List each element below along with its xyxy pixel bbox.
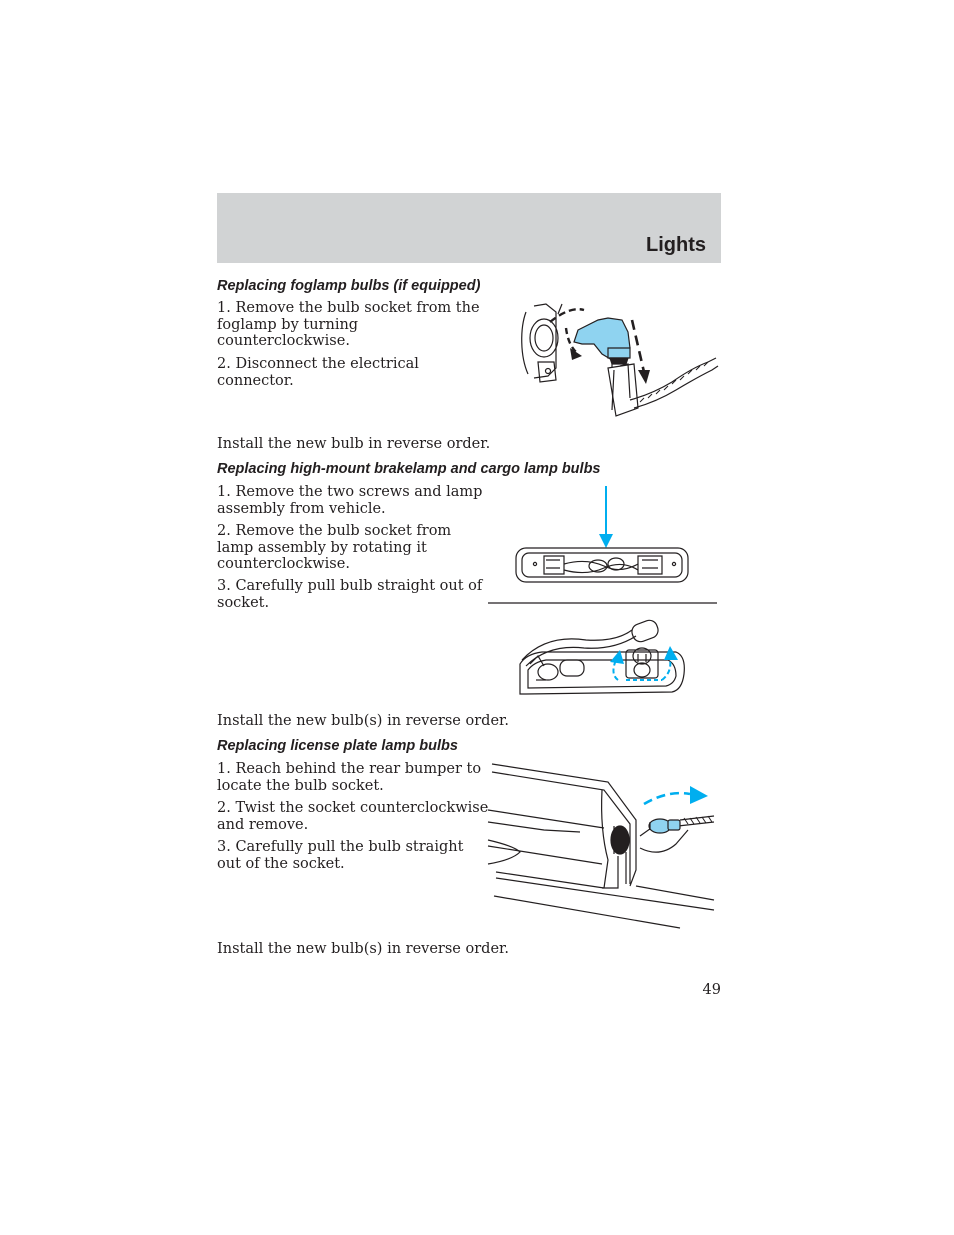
brakelamp-illustration (486, 484, 720, 700)
license-plate-lamp-illustration (484, 760, 720, 932)
brakelamp-step-3: 3. Carefully pull bulb straight out of socket. (217, 578, 483, 611)
section-heading-brakelamp: Replacing high-mount brakelamp and cargo lamp bulbs (217, 461, 601, 477)
license-step-1: 1. Reach behind the rear bumper to locate the bulb socket. (217, 761, 482, 794)
page-number: 49 (702, 982, 721, 998)
foglamp-step-2: 2. Disconnect the electrical connector. (217, 356, 419, 389)
section-heading-license-plate: Replacing license plate lamp bulbs (217, 738, 458, 754)
foglamp-step-1: 1. Remove the bulb socket from the foglamp by turning counterclockwise. (217, 300, 480, 349)
brakelamp-step-1: 1. Remove the two screws and lamp assembly from vehicle. (217, 484, 483, 517)
brakelamp-closing: Install the new bulb(s) in reverse order. (217, 713, 509, 729)
license-step-2: 2. Twist the socket counterclockwise and remove. (217, 800, 489, 833)
foglamp-illustration (512, 298, 722, 422)
chapter-header (217, 193, 721, 263)
foglamp-closing: Install the new bulb in reverse order. (217, 436, 491, 452)
chapter-title: Lights (646, 234, 706, 256)
license-closing: Install the new bulb(s) in reverse order. (217, 941, 509, 957)
brakelamp-step-2: 2. Remove the bulb socket from lamp assembly by rotating it counterclockwise. (217, 523, 452, 572)
section-heading-foglamp: Replacing foglamp bulbs (if equipped) (217, 278, 481, 294)
license-step-3: 3. Carefully pull the bulb straight out of the socket. (217, 839, 464, 872)
